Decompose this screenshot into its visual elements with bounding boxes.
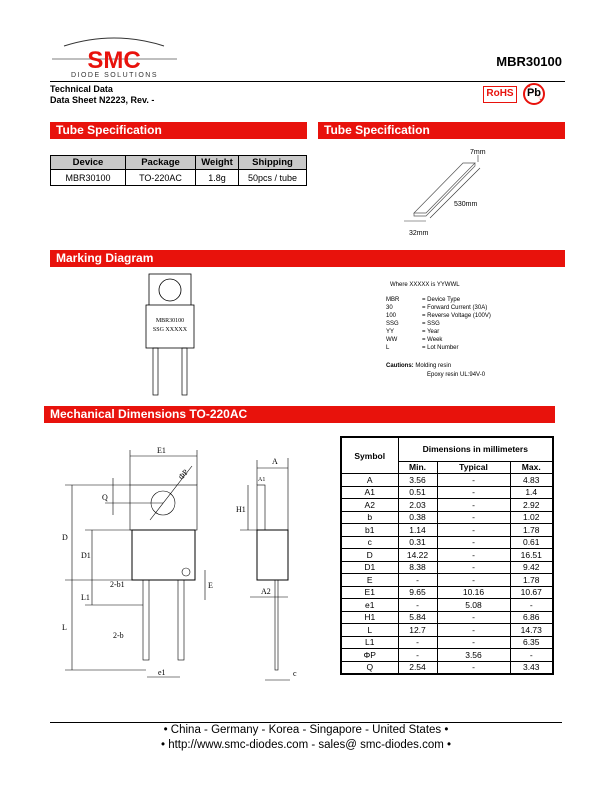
mechanical-drawing (50, 440, 320, 685)
table-row (341, 574, 553, 587)
mechanical-heading: Mechanical Dimensions TO-220AC (44, 406, 555, 423)
cell: L (341, 624, 398, 637)
table-row (341, 586, 553, 599)
cell: 0.31 (398, 536, 437, 549)
marking-where: Where XXXXX is YYWWL (390, 282, 460, 288)
table-row (51, 170, 307, 186)
legend-row (386, 344, 491, 352)
tube-height-label: 7mm (470, 149, 486, 156)
cell: 3.43 (510, 661, 553, 674)
cell: A1 (341, 486, 398, 499)
cell: - (437, 524, 510, 537)
dim-label-E1: E1 (157, 446, 166, 455)
pb-free-icon (523, 83, 545, 105)
cell: 4.83 (510, 474, 553, 487)
cell: - (437, 486, 510, 499)
cell: - (437, 611, 510, 624)
cell: 1.14 (398, 524, 437, 537)
col-typical: Typical (437, 461, 510, 474)
legend-value: = Reverse Voltage (100V) (422, 313, 491, 319)
tube-width-label: 32mm (409, 230, 429, 237)
cell: 16.51 (510, 549, 553, 562)
cell: 5.84 (398, 611, 437, 624)
table-row (341, 599, 553, 612)
footer-locations: • China - Germany - Korea - Singapore - United States • (163, 724, 449, 736)
cell: E (341, 574, 398, 587)
legend-key: 100 (386, 313, 397, 319)
legend-row (386, 328, 491, 336)
dim-label-L1: L1 (81, 593, 90, 602)
dim-label-b1: 2-b1 (110, 580, 125, 589)
tube-spec-heading: Tube Specification (50, 122, 307, 139)
table-row (341, 549, 553, 562)
cell: 6.86 (510, 611, 553, 624)
cell: 3.56 (437, 649, 510, 662)
cell: 9.42 (510, 561, 553, 574)
cell: 1.78 (510, 574, 553, 587)
dim-label-b: 2-b (113, 631, 124, 640)
table-row (341, 524, 553, 537)
tube-length-label: 530mm (454, 201, 478, 208)
col-package: Package (126, 156, 196, 170)
table-row (341, 649, 553, 662)
legend-key: SSG (386, 321, 399, 327)
cell: - (437, 561, 510, 574)
cell: - (437, 511, 510, 524)
cell: - (437, 549, 510, 562)
device-table (50, 155, 307, 186)
cell: - (437, 536, 510, 549)
footer-divider (50, 722, 562, 723)
cell: - (437, 661, 510, 674)
table-row (341, 486, 553, 499)
marking-package-drawing (140, 270, 200, 400)
dim-label-Q: Q (102, 493, 108, 502)
cautions-2: Epoxy resin UL:94V-0 (427, 372, 486, 378)
cell: 8.38 (398, 561, 437, 574)
cell: TO-220AC (126, 170, 196, 186)
cell: 3.56 (398, 474, 437, 487)
cell: - (398, 574, 437, 587)
rohs-badge: RoHS (483, 86, 517, 103)
legend-row (386, 320, 491, 328)
cell: L1 (341, 636, 398, 649)
cell: - (437, 499, 510, 512)
symbol-header: Symbol (341, 437, 398, 474)
col-weight: Weight (196, 156, 239, 170)
cell: 2.54 (398, 661, 437, 674)
marking-legend (386, 296, 491, 352)
marking-heading: Marking Diagram (50, 250, 565, 267)
table-row (341, 611, 553, 624)
legend-row (386, 296, 491, 304)
legend-row (386, 336, 491, 344)
col-shipping: Shipping (239, 156, 307, 170)
cell: - (437, 474, 510, 487)
legend-row (386, 312, 491, 320)
cell: - (437, 574, 510, 587)
cell: 2.03 (398, 499, 437, 512)
smc-logo (52, 34, 177, 82)
cell: 0.38 (398, 511, 437, 524)
cell: 10.67 (510, 586, 553, 599)
dim-label-e1: e1 (158, 668, 166, 677)
cell: b (341, 511, 398, 524)
cell: A2 (341, 499, 398, 512)
legend-key: YY (386, 329, 395, 335)
cautions-label: Cautions: (386, 363, 414, 369)
col-max: Max. (510, 461, 553, 474)
table-row (341, 636, 553, 649)
cell: - (398, 649, 437, 662)
cell: - (510, 599, 553, 612)
cell: - (510, 649, 553, 662)
dim-label-E: E (208, 581, 213, 590)
cell: b1 (341, 524, 398, 537)
cell: e1 (341, 599, 398, 612)
legend-value: = Week (422, 337, 443, 343)
cell: E1 (341, 586, 398, 599)
cell: 9.65 (398, 586, 437, 599)
doc-type: Technical Data (50, 84, 113, 94)
chip-line-1: MBR30100 (155, 318, 185, 324)
legend-key: L (386, 345, 390, 351)
cell: A (341, 474, 398, 487)
dim-label-D: D (62, 533, 68, 542)
cell: 10.16 (437, 586, 510, 599)
header-divider (50, 81, 565, 82)
cell: 12.7 (398, 624, 437, 637)
dim-label-H1: H1 (236, 505, 246, 514)
legend-key: 30 (386, 305, 393, 311)
table-row (341, 474, 553, 487)
cell: 14.22 (398, 549, 437, 562)
col-min: Min. (398, 461, 437, 474)
dim-label-L: L (62, 623, 67, 632)
cell: 1.02 (510, 511, 553, 524)
legend-value: = Device Type (422, 297, 461, 303)
dim-label-P: ΦP (176, 467, 191, 482)
legend-key: MBR (386, 297, 400, 303)
dimensions-table (340, 436, 554, 675)
cell: 2.92 (510, 499, 553, 512)
legend-value: = Year (422, 329, 440, 335)
cell: 6.35 (510, 636, 553, 649)
cautions (386, 362, 451, 370)
cell: D (341, 549, 398, 562)
cell: - (437, 636, 510, 649)
table-row (341, 499, 553, 512)
table-row (341, 624, 553, 637)
col-device: Device (51, 156, 126, 170)
table-row (341, 561, 553, 574)
cell: c (341, 536, 398, 549)
legend-row (386, 304, 491, 312)
legend-key: WW (386, 337, 398, 343)
cell: H1 (341, 611, 398, 624)
dim-label-A2: A2 (261, 587, 271, 596)
group-header: Dimensions in millimeters (398, 437, 553, 461)
dim-label-A1: A1 (258, 477, 266, 483)
logo-text: SMC (87, 47, 141, 74)
cell: ΦP (341, 649, 398, 662)
table-row (341, 511, 553, 524)
dim-label-A: A (272, 457, 278, 466)
cell: 1.78 (510, 524, 553, 537)
legend-value: = Lot Number (422, 345, 459, 351)
tube-spec-heading-right: Tube Specification (318, 122, 565, 139)
footer-contact: • http://www.smc-diodes.com - sales@ smc-diodes.com • (160, 739, 452, 751)
doc-number: Data Sheet N2223, Rev. - (50, 95, 155, 105)
table-row (341, 661, 553, 674)
cell: 5.08 (437, 599, 510, 612)
cautions-1: Molding resin (415, 363, 452, 369)
cell: 0.51 (398, 486, 437, 499)
cell: 1.8g (196, 170, 239, 186)
pb-label: Pb (526, 87, 542, 99)
table-row (341, 536, 553, 549)
dim-label-D1: D1 (81, 551, 91, 560)
cell: - (398, 636, 437, 649)
cell: 1.4 (510, 486, 553, 499)
cell: 50pcs / tube (239, 170, 307, 186)
cell: 0.61 (510, 536, 553, 549)
cell: MBR30100 (51, 170, 126, 186)
cell: - (437, 624, 510, 637)
tube-drawing (400, 140, 500, 240)
cell: - (398, 599, 437, 612)
cell: 14.73 (510, 624, 553, 637)
logo-tagline: DIODE SOLUTIONS (70, 72, 159, 79)
dim-label-c: c (293, 669, 297, 678)
cell: D1 (341, 561, 398, 574)
cell: Q (341, 661, 398, 674)
legend-value: = Forward Current (30A) (422, 305, 488, 311)
part-number: MBR30100 (496, 54, 562, 69)
chip-line-2: SSG XXXXX (152, 327, 188, 333)
legend-value: = SSG (422, 321, 440, 327)
